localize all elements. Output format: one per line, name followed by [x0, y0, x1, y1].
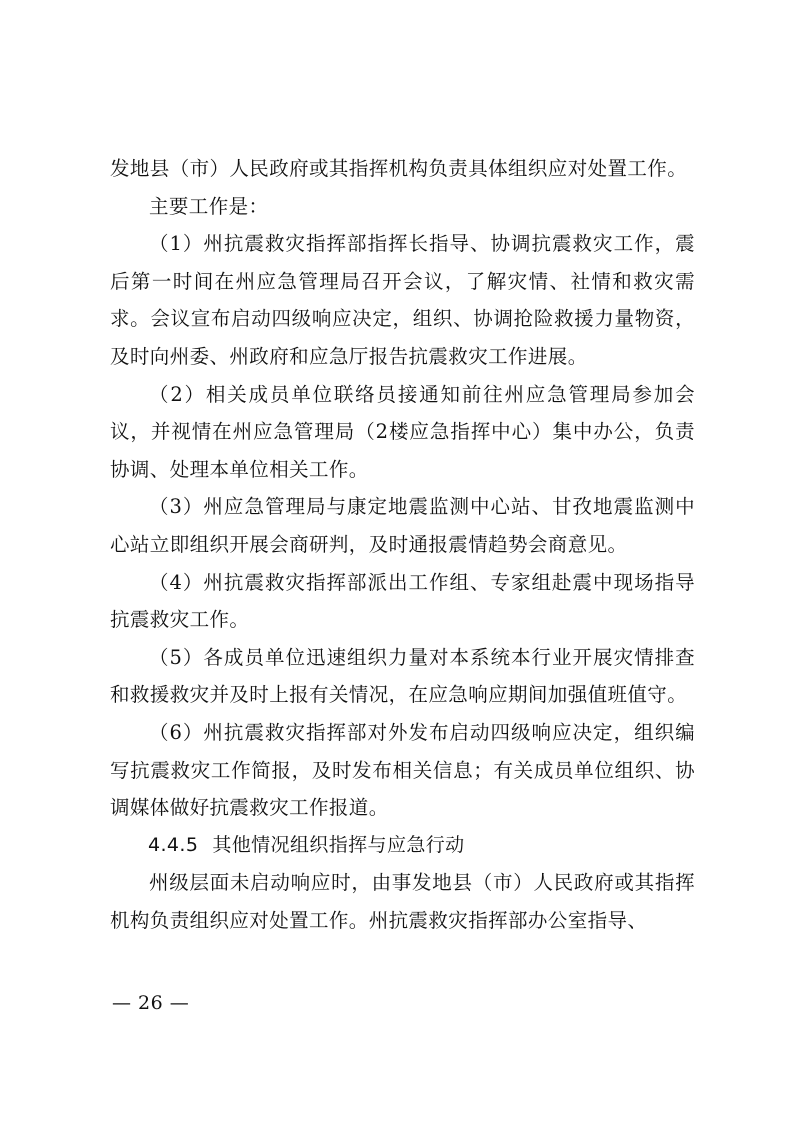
paragraph-item-1: （1）州抗震救灾指挥部指挥长指导、协调抗震救灾工作，震后第一时间在州应急管理局召开会议，了解灾情、社情和救灾需求。会议宣布启动四级响应决定，组织、协调抢险救援力量物资，及时向州委、州政府和应急厅报告抗震救灾工作进展。 — [110, 232, 695, 368]
section-title: 其他情况组织指挥与应急行动 — [212, 833, 465, 856]
paragraph-closing: 州级层面未启动响应时，由事发地县（市）人民政府或其指挥机构负责组织应对处置工作。州抗震救灾指挥部办公室指导、 — [110, 871, 695, 932]
page-number: — 26 — — [112, 992, 190, 1014]
section-number: 4.4.5 — [148, 833, 199, 856]
paragraph-item-6: （6）州抗震救灾指挥部对外发布启动四级响应决定，组织编写抗震救灾工作简报，及时发布相关信息；有关成员单位组织、协调媒体做好抗震救灾工作报道。 — [110, 720, 695, 820]
paragraph-item-5: （5）各成员单位迅速组织力量对本系统本行业开展灾情排查和救援救灾并及时上报有关情况，在应急响应期间加强值班值守。 — [110, 645, 695, 707]
paragraph-main-tasks-intro: 主要工作是： — [149, 194, 269, 218]
paragraph-item-3: （3）州应急管理局与康定地震监测中心站、甘孜地震监测中心站立即组织开展会商研判，及时通报震情趋势会商意见。 — [110, 495, 695, 556]
paragraph-continuation: 发地县（市）人民政府或其指挥机构负责具体组织应对处置工作。 — [110, 157, 688, 180]
paragraph-item-4: （4）州抗震救灾指挥部派出工作组、专家组赴震中现场指导抗震救灾工作。 — [110, 570, 695, 632]
document-body — [110, 150, 695, 939]
paragraph-item-2: （2）相关成员单位联络员接通知前往州应急管理局参加会议，并视情在州应急管理局（2楼应急指挥中心）集中办公，负责协调、处理本单位相关工作。 — [110, 382, 695, 481]
section-heading — [110, 827, 695, 865]
